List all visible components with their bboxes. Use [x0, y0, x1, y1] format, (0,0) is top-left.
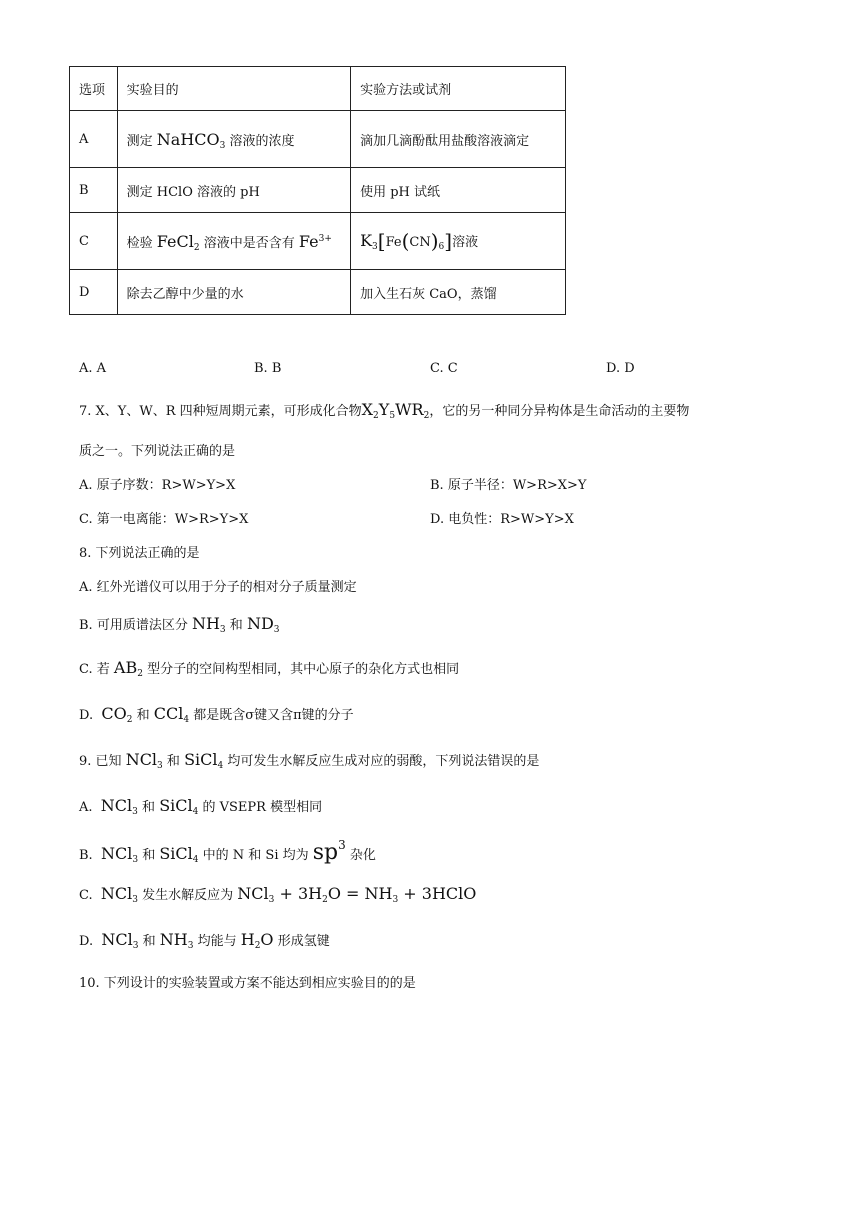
q7-option-a: A. 原子序数：R>W>Y>X [79, 478, 236, 493]
table-row [70, 213, 566, 270]
row-purpose: 检验 FeCl$_2$ 溶液中是否含有 $Fe^{3+}$ [117, 213, 350, 270]
table-row [70, 270, 566, 315]
experiment-table [69, 66, 566, 315]
row-option: C [70, 213, 118, 270]
row-method: $K_3[Fe(CN)_6]$溶液 [351, 213, 566, 270]
header-method: 实验方法或试剂 [351, 67, 566, 111]
table-header-row [70, 67, 566, 111]
q7-option-b: B. 原子半径：W>R>X>Y [430, 478, 587, 493]
header-option: 选项 [70, 67, 118, 111]
q8-option-a: A. 红外光谱仪可以用于分子的相对分子质量测定 [79, 580, 357, 595]
row-method: 滴加几滴酚酞用盐酸溶液滴定 [351, 111, 566, 168]
q10-stem: 10. 下列设计的实验装置或方案不能达到相应实验目的的是 [79, 976, 416, 991]
q8-option-c: C. 若 $AB_2$ 型分子的空间构型相同，其中心原子的杂化方式也相同 [79, 658, 460, 679]
header-purpose: 实验目的 [117, 67, 350, 111]
q7-option-d: D. 电负性：R>W>Y>X [430, 512, 574, 527]
q8-option-d: D. $CO_2$ 和 CCl$_4$ 都是既含σ键又含π键的分子 [79, 704, 354, 725]
row-option: A [70, 111, 118, 168]
table-row [70, 111, 566, 168]
q7-option-c: C. 第一电离能：W>R>Y>X [79, 512, 249, 527]
q6-option-d: D. D [606, 361, 635, 376]
q8-stem: 8. 下列说法正确的是 [79, 546, 200, 561]
q9-stem: 9. 已知 NCl$_3$ 和 SiCl$_4$ 均可发生水解反应生成对应的弱酸，下列说法错误的是 [79, 750, 540, 771]
row-option: B [70, 168, 118, 213]
q9-option-a: A. NCl$_3$ 和 SiCl$_4$ 的 VSEPR 模型相同 [79, 796, 323, 817]
row-method: 加入生石灰 CaO，蒸馏 [351, 270, 566, 315]
row-option: D [70, 270, 118, 315]
q9-option-b: B. NCl$_3$ 和 SiCl$_4$ 中的 N 和 Si 均为 $sp^3$ 杂化 [79, 838, 376, 865]
table-row [70, 168, 566, 213]
row-purpose: 测定 NaHCO$_3$ 溶液的浓度 [117, 111, 350, 168]
q8-option-b: B. 可用质谱法区分 $NH_3$ 和 $ND_3$ [79, 614, 280, 635]
q9-option-c: C. NCl$_3$ 发生水解反应为 $NCl_3 + 3H_2O = NH_3$ + 3HClO [79, 884, 477, 905]
row-method: 使用 pH 试纸 [351, 168, 566, 213]
q7-stem-line2: 质之一。下列说法正确的是 [79, 444, 236, 459]
q9-option-d: D. NCl$_3$ 和 $NH_3$ 均能与 $H_2O$ 形成氢键 [79, 930, 330, 951]
q7-stem: 7. X、Y、W、R 四种短周期元素，可形成化合物$X_2Y_5WR_2$，它的另一种同分异构体是生命活动的主要物 [79, 400, 690, 421]
q6-option-a: A. A [79, 361, 107, 376]
row-purpose: 测定 HClO 溶液的 pH [117, 168, 350, 213]
row-purpose: 除去乙醇中少量的水 [117, 270, 350, 315]
q6-option-c: C. C [430, 361, 458, 376]
q6-option-b: B. B [254, 361, 282, 376]
